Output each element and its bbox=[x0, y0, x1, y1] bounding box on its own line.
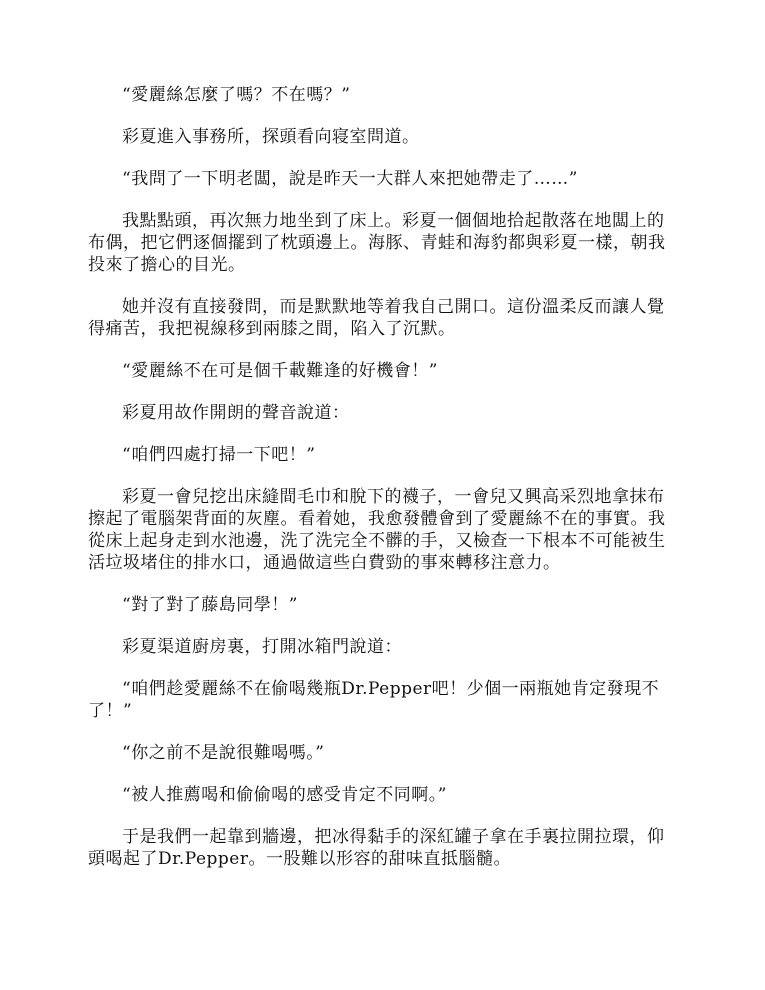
paragraph: 彩夏渠道廚房裏，打開冰箱門說道： bbox=[122, 637, 402, 657]
paragraph: 彩夏一會兒挖出床縫間毛巾和脫下的襪子，一會兒又興高采烈地拿抹布擦起了電腦架背面的灰塵。看着她，我愈發體會到了愛麗絲不在的事實。我從床上起身走到水池邊，洗了洗完全不髒的手，又檢查一下根本不可能被生活垃圾堵住的排水口，通過做這些白費勁的事來轉移注意力。 bbox=[88, 487, 666, 573]
paragraph: “愛麗絲怎麼了嗎？不在嗎？” bbox=[122, 85, 351, 105]
paragraph: “愛麗絲不在可是個千載難逢的好機會！” bbox=[122, 361, 438, 381]
paragraph: “咱們四處打掃一下吧！” bbox=[122, 445, 316, 465]
paragraph: 我點點頭，再次無力地坐到了床上。彩夏一個個地拾起散落在地闆上的布偶，把它們逐個擺到了枕頭邊上。海豚、青蛙和海豹都與彩夏一樣，朝我投來了擔心的目光。 bbox=[88, 211, 666, 275]
paragraph: “你之前不是說很難喝嗎。” bbox=[122, 743, 325, 763]
paragraph: 彩夏進入事務所，探頭看向寝室問道。 bbox=[122, 127, 420, 147]
paragraph: “對了對了藤島同學！” bbox=[122, 595, 298, 615]
paragraph: 于是我們一起靠到牆邊，把冰得黏手的深紅罐子拿在手裏拉開拉環，仰頭喝起了Dr.Pepper。一股難以形容的甜味直抵腦髓。 bbox=[88, 827, 665, 869]
paragraph: “被人推薦喝和偷偷喝的感受肯定不同啊。” bbox=[122, 785, 447, 805]
paragraph: 她并沒有直接發問，而是默默地等着我自己開口。這份溫柔反而讓人覺得痛苦，我把視線移到兩膝之間，陷入了沉默。 bbox=[88, 297, 665, 339]
document-page bbox=[88, 84, 676, 890]
paragraph: 彩夏用故作開朗的聲音說道： bbox=[122, 403, 350, 423]
paragraph: “咱們趁愛麗絲不在偷喝幾瓶Dr.Pepper吧！少個一兩瓶她肯定發現不了！” bbox=[88, 679, 660, 721]
paragraph: “我問了一下明老闆，說是昨天一大群人來把她帶走了……” bbox=[122, 169, 578, 189]
